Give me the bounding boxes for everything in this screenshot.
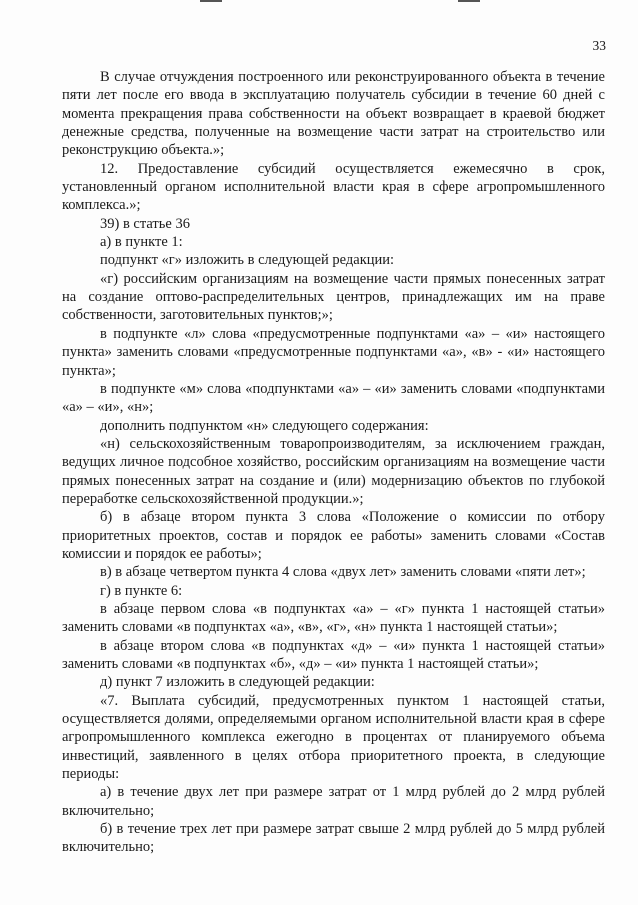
paragraph: подпункт «г» изложить в следующей редакции:	[100, 252, 395, 269]
paragraph: «7. Выплата субсидий, предусмотренных пунктом 1 настоящей статьи, осуществляется долями, определяемыми органом исполнительной власти края в сфере агропромышленного комплекса ежегодно в процентах от планируемого объема инвестиций, заявленного в целях отбора приоритетного проекта, в следующие периоды:	[62, 692, 605, 783]
paragraph: г) в пункте 6:	[100, 582, 183, 599]
paragraph: «н) сельскохозяйственным товаропроизводителям, за исключением граждан, ведущих личное подсобное хозяйство, российским организациям на возмещение части прямых понесенных затрат на создание и (или) модернизацию объектов по глубокой переработке сельскохозяйственной продукции.»;	[62, 435, 605, 507]
paragraph: 12. Предоставление субсидий осуществляется ежемесячно в срок, установленный органом исполнительной власти края в сфере агропромышленного комплекса.»;	[62, 160, 605, 214]
paragraph: в абзаце втором слова «в подпунктах «д» – «и» пункта 1 настоящей статьи» заменить словами «в подпунктах «б», «д» – «и» пункта 1 настоящей статьи»;	[62, 637, 605, 672]
page-number: 33	[592, 38, 606, 53]
paragraph: б) в течение трех лет при размере затрат свыше 2 млрд рублей до 5 млрд рублей включительно;	[62, 821, 605, 856]
paragraph: а) в течение двух лет при размере затрат от 1 млрд рублей до 2 млрд рублей включительно;	[62, 784, 605, 819]
scan-mark	[458, 0, 480, 2]
document-body	[62, 68, 605, 857]
scan-mark	[200, 0, 222, 2]
paragraph: в подпункте «м» слова «подпунктами «а» – «и» заменить словами «подпунктами «а» – «и», «н»;	[62, 380, 605, 416]
paragraph: в подпункте «л» слова «предусмотренные подпунктами «а» – «и» настоящего пункта» заменить словами «предусмотренные подпунктами «а», «в» - «и» настоящего пункта»;	[62, 325, 605, 379]
paragraph: а) в пункте 1:	[100, 234, 183, 251]
paragraph: в) в абзаце четвертом пункта 4 слова «двух лет» заменить словами «пяти лет»;	[100, 564, 586, 581]
paragraph: б) в абзаце втором пункта 3 слова «Положение о комиссии по отбору приоритетных проектов, состав и порядок ее работы» заменить словами «Состав комиссии и порядок ее работы»;	[62, 509, 605, 562]
paragraph: «г) российским организациям на возмещение части прямых понесенных затрат на создание оптово-распределительных центров, принадлежащих им на праве собственности, заготовительных пунктов;»;	[62, 270, 605, 324]
paragraph: дополнить подпунктом «н» следующего содержания:	[100, 417, 429, 434]
paragraph: В случае отчуждения построенного или реконструированного объекта в течение пяти лет после его ввода в эксплуатацию получатель субсидии в течение 60 дней с момента прекращения права собственности на объект возвращает в краевой бюджет денежные средства, полученные на возмещение части затрат на строительство или реконструкцию объекта.»;	[62, 69, 605, 159]
paragraph: в абзаце первом слова «в подпунктах «а» – «г» пункта 1 настоящей статьи» заменить словами «в подпунктах «а», «в», «г», «н» пункта 1 настоящей статьи»;	[62, 600, 605, 636]
paragraph: д) пункт 7 изложить в следующей редакции:	[100, 674, 375, 691]
paragraph: 39) в статье 36	[100, 215, 190, 232]
